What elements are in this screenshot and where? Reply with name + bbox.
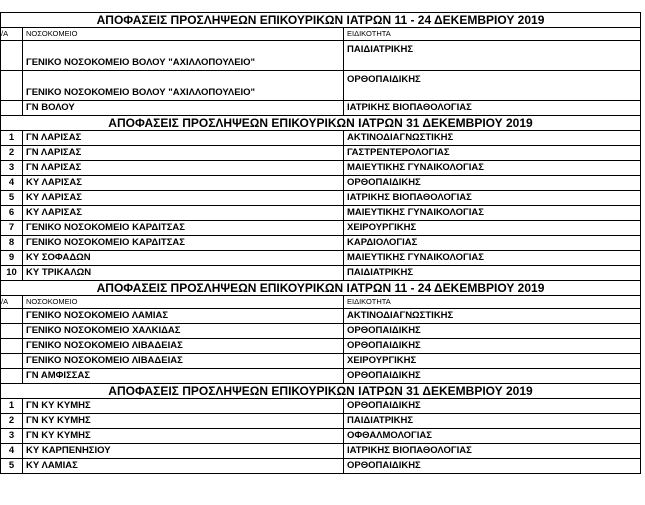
table-row [1, 221, 641, 236]
header-specialty: ΕΙΔΙΚΟΤΗΤΑ [344, 296, 641, 309]
section-title: ΑΠΟΦΑΣΕΙΣ ΠΡΟΣΛΗΨΕΩΝ ΕΠΙΚΟΥΡΙΚΩΝ ΙΑΤΡΩΝ 31 ΔΕΚΕΜΒΡΙΟΥ 2019 [1, 116, 641, 131]
row-number: 4 [1, 176, 23, 191]
row-specialty: ΟΡΘΟΠΑΙΔΙΚΗΣ [344, 339, 641, 354]
table-row [1, 266, 641, 281]
row-number: 5 [1, 191, 23, 206]
row-hospital: ΚΥ ΤΡΙΚΑΛΩΝ [23, 266, 344, 281]
row-hospital: ΓΝ ΚΥ ΚΥΜΗΣ [23, 429, 344, 444]
row-hospital: ΓΕΝΙΚΟ ΝΟΣΟΚΟΜΕΙΟ ΚΑΡΔΙΤΣΑΣ [23, 221, 344, 236]
section-title: ΑΠΟΦΑΣΕΙΣ ΠΡΟΣΛΗΨΕΩΝ ΕΠΙΚΟΥΡΙΚΩΝ ΙΑΤΡΩΝ 11 - 24 ΔΕΚΕΜΒΡΙΟΥ 2019 [1, 281, 641, 296]
section-title-row [1, 281, 641, 296]
row-specialty: ΟΡΘΟΠΑΙΔΙΚΗΣ [344, 324, 641, 339]
table-row [1, 191, 641, 206]
header-hospital: ΝΟΣΟΚΟΜΕΙΟ [23, 28, 344, 41]
row-specialty: ΟΡΘΟΠΑΙΔΙΚΗΣ [344, 176, 641, 191]
header-hospital: ΝΟΣΟΚΟΜΕΙΟ [23, 296, 344, 309]
table-row [1, 459, 641, 474]
row-specialty: ΟΡΘΟΠΑΙΔΙΚΗΣ [344, 71, 641, 101]
table-row [1, 176, 641, 191]
row-number [1, 309, 23, 324]
row-number: 7 [1, 221, 23, 236]
table-row [1, 161, 641, 176]
row-number [1, 354, 23, 369]
table-row [1, 236, 641, 251]
row-number [1, 41, 23, 71]
table-row [1, 131, 641, 146]
row-hospital: ΓΝ ΒΟΛΟΥ [23, 101, 344, 116]
row-hospital: ΓΝ ΛΑΡΙΣΑΣ [23, 146, 344, 161]
table-row [1, 146, 641, 161]
table-row [1, 414, 641, 429]
row-specialty: ΙΑΤΡΙΚΗΣ ΒΙΟΠΑΘΟΛΟΓΙΑΣ [344, 101, 641, 116]
row-number: 2 [1, 414, 23, 429]
row-hospital: ΓΕΝΙΚΟ ΝΟΣΟΚΟΜΕΙΟ ΚΑΡΔΙΤΣΑΣ [23, 236, 344, 251]
hiring-decisions-table [0, 12, 641, 474]
header-number: /Α [1, 296, 23, 309]
row-hospital: ΚΥ ΛΑΡΙΣΑΣ [23, 206, 344, 221]
column-header-row [1, 296, 641, 309]
table-row [1, 71, 641, 101]
table-row [1, 324, 641, 339]
row-specialty: ΠΑΙΔΙΑΤΡΙΚΗΣ [344, 266, 641, 281]
row-hospital: ΓΝ ΛΑΡΙΣΑΣ [23, 131, 344, 146]
row-specialty: ΟΡΘΟΠΑΙΔΙΚΗΣ [344, 399, 641, 414]
row-specialty: ΓΑΣΤΡΕΝΤΕΡΟΛΟΓΙΑΣ [344, 146, 641, 161]
row-hospital: ΓΝ ΚΥ ΚΥΜΗΣ [23, 399, 344, 414]
row-specialty: ΧΕΙΡΟΥΡΓΙΚΗΣ [344, 354, 641, 369]
row-specialty: ΙΑΤΡΙΚΗΣ ΒΙΟΠΑΘΟΛΟΓΙΑΣ [344, 444, 641, 459]
row-hospital: ΚΥ ΚΑΡΠΕΝΗΣΙΟΥ [23, 444, 344, 459]
table-row [1, 41, 641, 71]
row-specialty: ΜΑΙΕΥΤΙΚΗΣ ΓΥΝΑΙΚΟΛΟΓΙΑΣ [344, 161, 641, 176]
row-hospital: ΓΕΝΙΚΟ ΝΟΣΟΚΟΜΕΙΟ ΛΙΒΑΔΕΙΑΣ [23, 354, 344, 369]
table-row [1, 429, 641, 444]
row-specialty: ΑΚΤΙΝΟΔΙΑΓΝΩΣΤΙΚΗΣ [344, 131, 641, 146]
table-row [1, 206, 641, 221]
table-row [1, 399, 641, 414]
row-number: 1 [1, 131, 23, 146]
row-specialty: ΟΡΘΟΠΑΙΔΙΚΗΣ [344, 459, 641, 474]
spreadsheet [0, 12, 640, 474]
row-hospital: ΚΥ ΛΑΡΙΣΑΣ [23, 191, 344, 206]
table-row [1, 339, 641, 354]
row-specialty: ΜΑΙΕΥΤΙΚΗΣ ΓΥΝΑΙΚΟΛΟΓΙΑΣ [344, 206, 641, 221]
row-number [1, 339, 23, 354]
row-specialty: ΚΑΡΔΙΟΛΟΓΙΑΣ [344, 236, 641, 251]
row-hospital: ΓΕΝΙΚΟ ΝΟΣΟΚΟΜΕΙΟ ΛΙΒΑΔΕΙΑΣ [23, 339, 344, 354]
row-number [1, 101, 23, 116]
row-hospital: ΚΥ ΛΑΡΙΣΑΣ [23, 176, 344, 191]
row-number: 3 [1, 429, 23, 444]
row-specialty: ΙΑΤΡΙΚΗΣ ΒΙΟΠΑΘΟΛΟΓΙΑΣ [344, 191, 641, 206]
column-header-row [1, 28, 641, 41]
row-number: 2 [1, 146, 23, 161]
section-title: ΑΠΟΦΑΣΕΙΣ ΠΡΟΣΛΗΨΕΩΝ ΕΠΙΚΟΥΡΙΚΩΝ ΙΑΤΡΩΝ 11 - 24 ΔΕΚΕΜΒΡΙΟΥ 2019 [1, 13, 641, 28]
row-hospital: ΓΕΝΙΚΟ ΝΟΣΟΚΟΜΕΙΟ ΧΑΛΚΙΔΑΣ [23, 324, 344, 339]
table-row [1, 369, 641, 384]
row-hospital: ΓΝ ΑΜΦΙΣΣΑΣ [23, 369, 344, 384]
row-specialty: ΠΑΙΔΙΑΤΡΙΚΗΣ [344, 41, 641, 71]
row-specialty: ΑΚΤΙΝΟΔΙΑΓΝΩΣΤΙΚΗΣ [344, 309, 641, 324]
row-hospital: ΓΕΝΙΚΟ ΝΟΣΟΚΟΜΕΙΟ ΒΟΛΟΥ "ΑΧΙΛΛΟΠΟΥΛΕΙΟ" [23, 41, 344, 71]
row-specialty: ΧΕΙΡΟΥΡΓΙΚΗΣ [344, 221, 641, 236]
row-number: 10 [1, 266, 23, 281]
row-number: 6 [1, 206, 23, 221]
row-specialty: ΟΡΘΟΠΑΙΔΙΚΗΣ [344, 369, 641, 384]
row-specialty: ΟΦΘΑΛΜΟΛΟΓΙΑΣ [344, 429, 641, 444]
table-row [1, 354, 641, 369]
row-number [1, 71, 23, 101]
table-row [1, 444, 641, 459]
header-number: /Α [1, 28, 23, 41]
table-row [1, 101, 641, 116]
row-number: 4 [1, 444, 23, 459]
row-hospital: ΓΝ ΛΑΡΙΣΑΣ [23, 161, 344, 176]
table-row [1, 309, 641, 324]
row-number: 8 [1, 236, 23, 251]
row-hospital: ΓΕΝΙΚΟ ΝΟΣΟΚΟΜΕΙΟ ΒΟΛΟΥ "ΑΧΙΛΛΟΠΟΥΛΕΙΟ" [23, 71, 344, 101]
row-number [1, 369, 23, 384]
row-number: 3 [1, 161, 23, 176]
section-title-row [1, 384, 641, 399]
row-number: 1 [1, 399, 23, 414]
row-hospital: ΓΝ ΚΥ ΚΥΜΗΣ [23, 414, 344, 429]
row-specialty: ΠΑΙΔΙΑΤΡΙΚΗΣ [344, 414, 641, 429]
row-number [1, 324, 23, 339]
row-hospital: ΚΥ ΛΑΜΙΑΣ [23, 459, 344, 474]
row-hospital: ΓΕΝΙΚΟ ΝΟΣΟΚΟΜΕΙΟ ΛΑΜΙΑΣ [23, 309, 344, 324]
section-title-row [1, 13, 641, 28]
header-specialty: ΕΙΔΙΚΟΤΗΤΑ [344, 28, 641, 41]
row-number: 9 [1, 251, 23, 266]
row-specialty: ΜΑΙΕΥΤΙΚΗΣ ΓΥΝΑΙΚΟΛΟΓΙΑΣ [344, 251, 641, 266]
row-number: 5 [1, 459, 23, 474]
section-title-row [1, 116, 641, 131]
row-hospital: ΚΥ ΣΟΦΑΔΩΝ [23, 251, 344, 266]
table-row [1, 251, 641, 266]
section-title: ΑΠΟΦΑΣΕΙΣ ΠΡΟΣΛΗΨΕΩΝ ΕΠΙΚΟΥΡΙΚΩΝ ΙΑΤΡΩΝ 31 ΔΕΚΕΜΒΡΙΟΥ 2019 [1, 384, 641, 399]
